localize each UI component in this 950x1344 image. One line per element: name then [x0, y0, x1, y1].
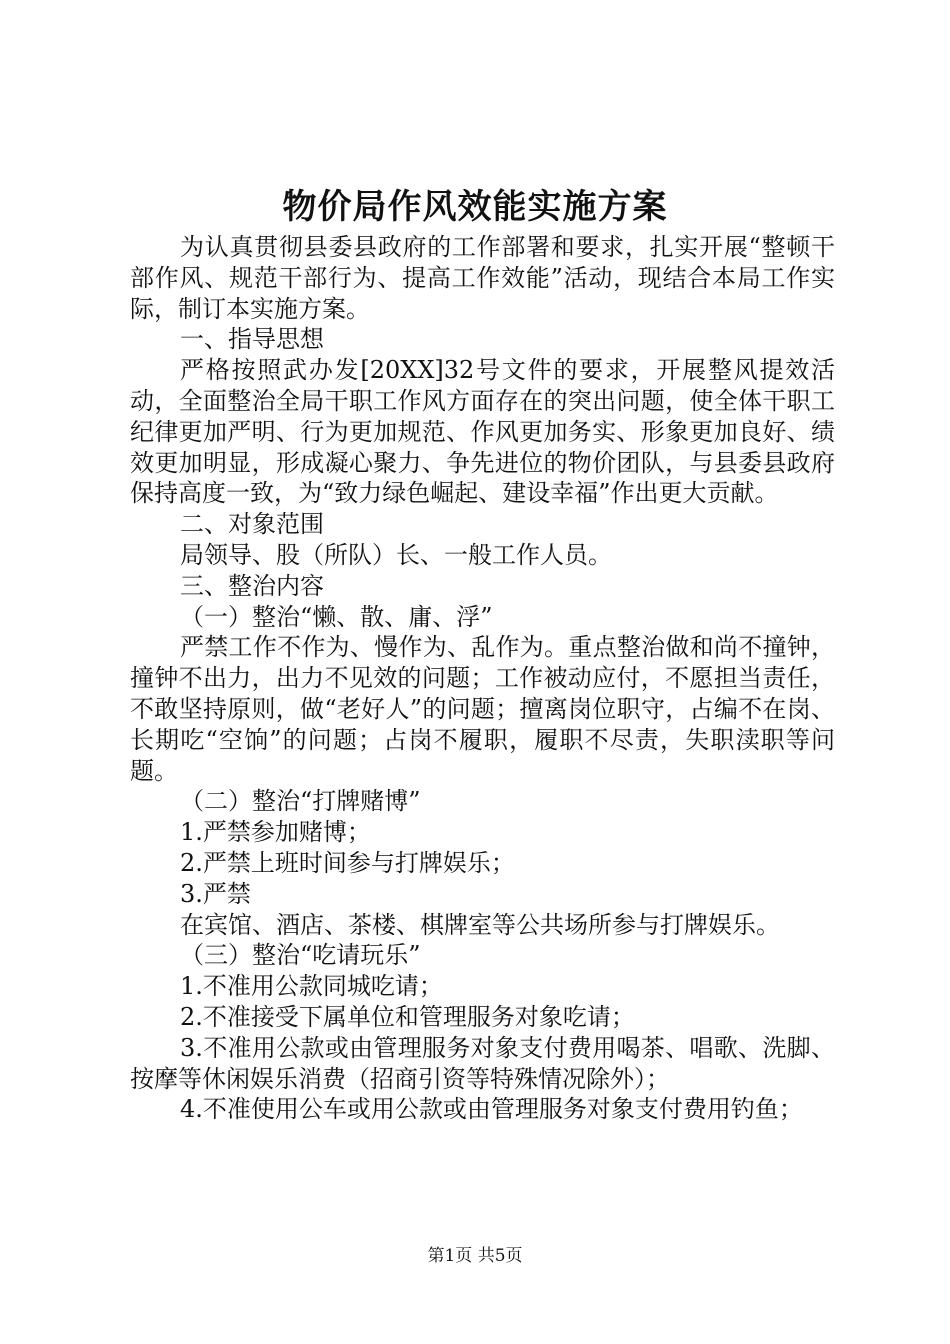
section-heading-guiding-thought: 一、指导思想 [180, 325, 324, 354]
subheading-dining-entertainment: （三）整治“吃请玩乐” [180, 941, 421, 970]
intro-paragraph: 为认真贯彻县委县政府的工作部署和要求，扎实开展“整顿干部作风、规范干部行为、提高工作效能”活动，现结合本局工作实际，制订本实施方案。 [130, 233, 835, 323]
list-item: 3.不准用公款或由管理服务对象支付费用喝茶、唱歌、洗脚、按摩等休闲娱乐消费（招商引资等特殊情况除外）； [130, 1033, 835, 1093]
list-item-continuation: 在宾馆、酒店、茶楼、棋牌室等公共场所参与打牌娱乐。 [180, 910, 780, 939]
scope-paragraph: 局领导、股（所队）长、一般工作人员。 [180, 540, 612, 569]
page-number-footer: 第1页 共5页 [427, 1246, 523, 1266]
section-heading-scope: 二、对象范围 [180, 510, 324, 539]
lazy-loose-paragraph: 严禁工作不作为、慢作为、乱作为。重点整治做和尚不撞钟，撞钟不出力，出力不见效的问题；工作被动应付，不愿担当责任，不敢坚持原则，做“老好人”的问题；擅离岗位职守，占编不在岗、长期吃“空饷”的问题；占岗不履职，履职不尽责，失职渎职等问题。 [130, 633, 835, 785]
list-item: 1.不准用公款同城吃请； [180, 972, 443, 1001]
section-heading-content: 三、整治内容 [180, 571, 324, 600]
list-item: 3.严禁 [180, 879, 251, 908]
document-body [130, 232, 835, 1125]
list-item: 4.不准使用公车或用公款或由管理服务对象支付费用钓鱼； [180, 1095, 803, 1124]
document-title: 物价局作风效能实施方案 [282, 187, 668, 227]
list-item: 1.严禁参加赌博； [180, 818, 371, 847]
guiding-thought-paragraph: 严格按照武办发[20XX]32号文件的要求，开展整风提效活动，全面整治全局干职工作风方面存在的突出问题，使全体干职工纪律更加严明、行为更加规范、作风更加务实、形象更加良好、绩效更加明显，形成凝心聚力、争先进位的物价团队，与县委县政府保持高度一致，为“致力绿色崛起、建设幸福”作出更大贡献。 [130, 356, 835, 508]
list-item: 2.严禁上班时间参与打牌娱乐； [180, 848, 515, 877]
list-item: 2.不准接受下属单位和管理服务对象吃请； [180, 1002, 635, 1031]
subheading-lazy-loose: （一）整治“懒、散、庸、浮” [180, 602, 493, 631]
subheading-gambling: （二）整治“打牌赌博” [180, 787, 421, 816]
